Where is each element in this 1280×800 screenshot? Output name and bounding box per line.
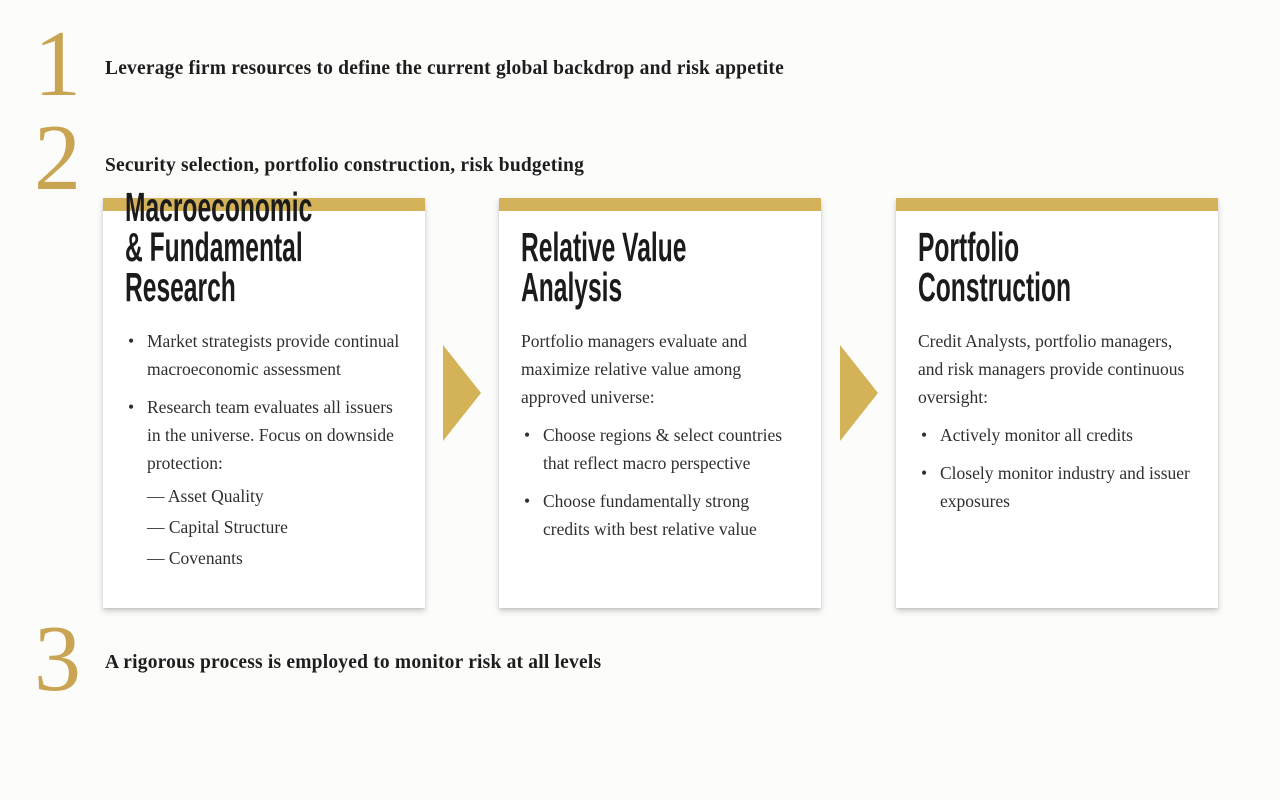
card-intro: Portfolio managers evaluate and maximize relative value among approved universe: xyxy=(521,331,747,407)
card-title: Portfolio Construction xyxy=(918,224,1072,310)
bullet-item xyxy=(125,393,403,572)
card-title-area xyxy=(125,184,403,310)
sub-item: — Capital Structure xyxy=(147,517,288,537)
bullet-text: Choose regions & select countries that reflect macro perspective xyxy=(543,425,783,473)
bullet-text: Actively monitor all credits xyxy=(940,425,1133,445)
sub-item: — Asset Quality xyxy=(147,486,264,506)
card-bullet-list xyxy=(918,421,1196,515)
card-content xyxy=(499,224,821,543)
card-macroeconomic-fundamental-research xyxy=(103,184,425,608)
card-title-area xyxy=(521,224,799,310)
card-title: Relative Value Analysis xyxy=(521,224,687,310)
card-title-area xyxy=(918,224,1196,310)
bullet-item xyxy=(918,459,1196,515)
card-title: Macroeconomic & Fundamental Research xyxy=(125,184,313,310)
step-1-label: Leverage firm resources to define the current global backdrop and risk appetite xyxy=(105,58,784,79)
sub-item-list xyxy=(147,482,403,572)
card-portfolio-construction xyxy=(896,198,1218,608)
card-content xyxy=(103,184,425,572)
step-1-number: 1 xyxy=(34,12,81,116)
card-top-accent-bar xyxy=(499,198,821,211)
bullet-item xyxy=(521,487,799,543)
step-2-label: Security selection, portfolio construction, risk budgeting xyxy=(105,155,585,176)
bullet-item xyxy=(521,421,799,477)
card-intro: Credit Analysts, portfolio managers, and risk managers provide continuous oversight: xyxy=(918,331,1185,407)
card-relative-value-analysis xyxy=(499,198,821,608)
step-2-number: 2 xyxy=(34,106,81,210)
bullet-text: Market strategists provide continual macroeconomic assessment xyxy=(147,331,400,379)
bullet-item xyxy=(918,421,1196,449)
bullet-text: Research team evaluates all issuers in the universe. Focus on downside protection: xyxy=(147,397,394,473)
step-3-number: 3 xyxy=(34,607,81,711)
flow-arrow-icon xyxy=(443,345,481,441)
card-bullet-list xyxy=(521,421,799,543)
bullet-text: Choose fundamentally strong credits with best relative value xyxy=(543,491,757,539)
bullet-item xyxy=(125,327,403,383)
bullet-text: Closely monitor industry and issuer exposures xyxy=(940,463,1190,511)
card-top-accent-bar xyxy=(896,198,1218,211)
flow-arrow-icon xyxy=(840,345,878,441)
sub-item: — Covenants xyxy=(147,548,243,568)
card-content xyxy=(896,224,1218,515)
step-3-label: A rigorous process is employed to monitor risk at all levels xyxy=(105,652,602,673)
card-bullet-list xyxy=(125,327,403,572)
